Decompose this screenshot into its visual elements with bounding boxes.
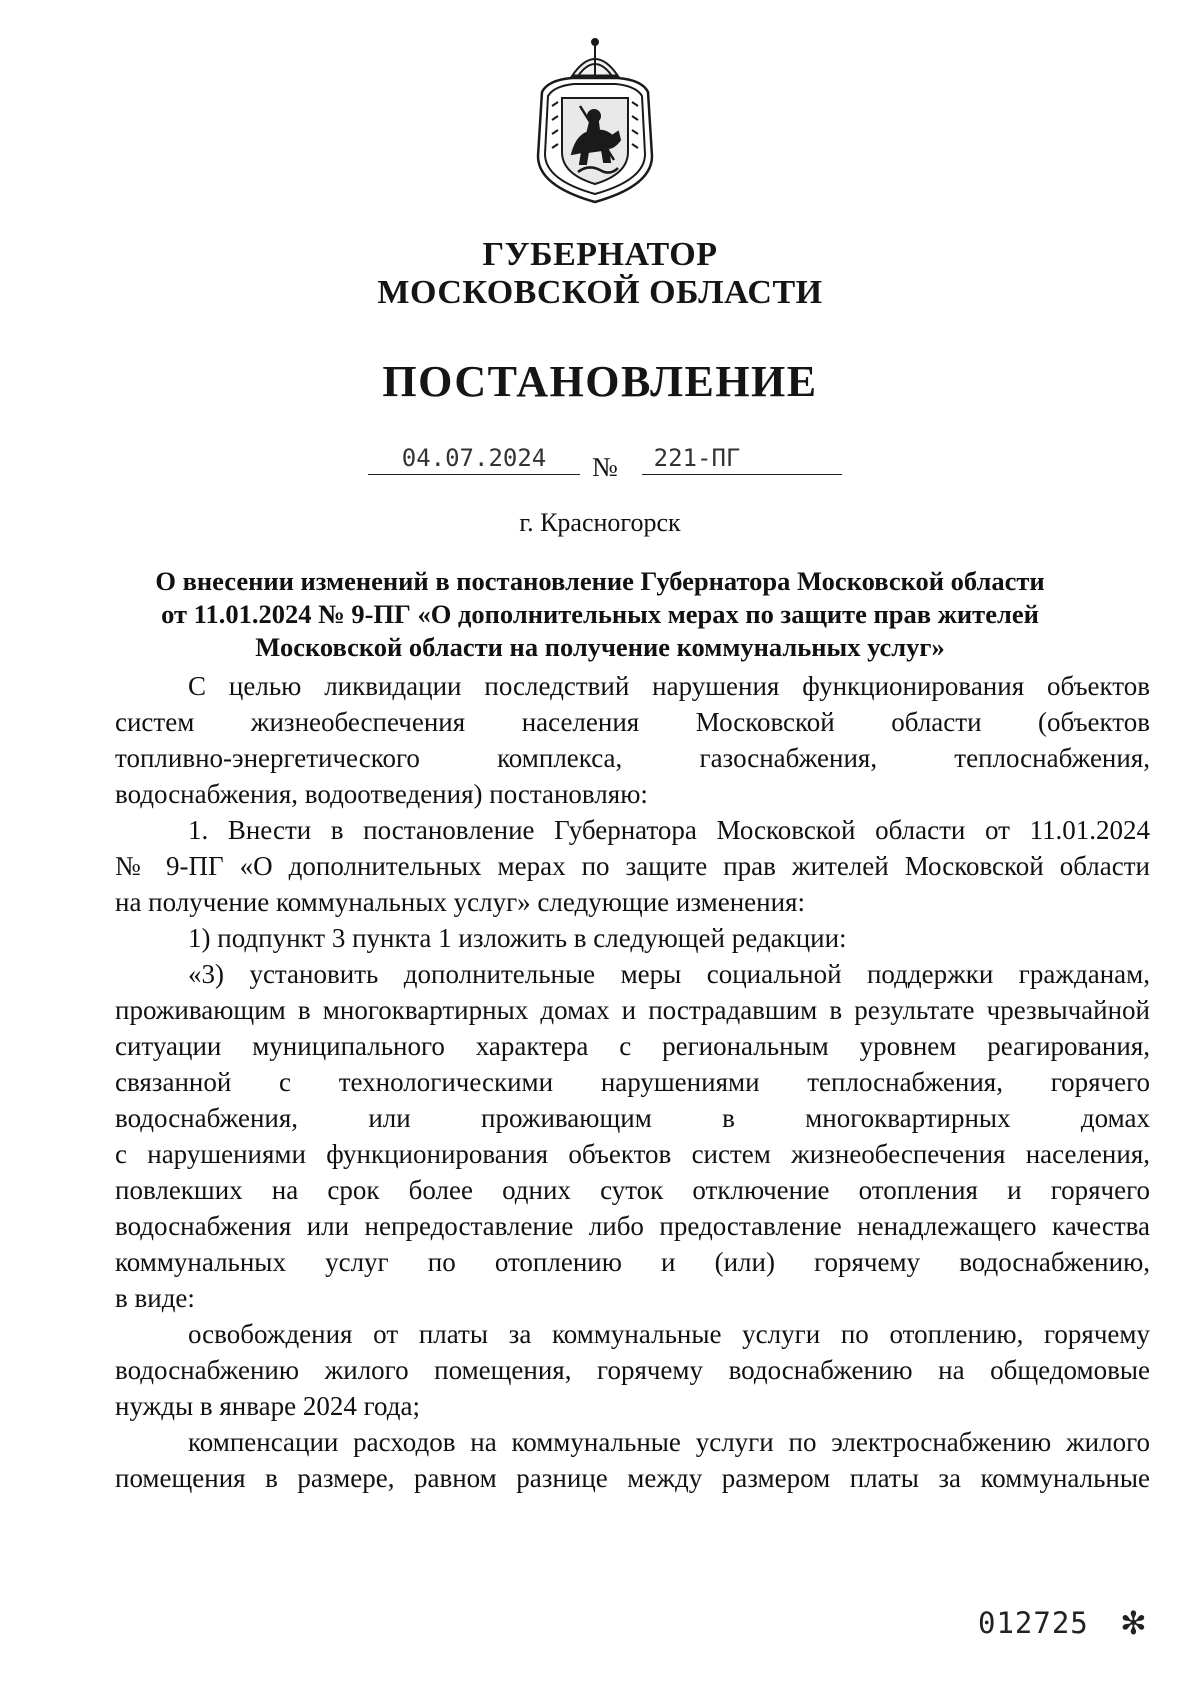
body-line: с нарушениями функционирования объектов систем жизнеобеспечения населения, bbox=[115, 1139, 1150, 1169]
body-line: водоснабжению жилого помещения, горячему водоснабжению на общедомовые bbox=[115, 1355, 1150, 1385]
body-line: 1. Внести в постановление Губернатора Московской области от 11.01.2024 bbox=[188, 815, 1150, 845]
body-line: ситуации муниципального характера с региональным уровнем реагирования, bbox=[115, 1031, 1150, 1061]
registration-date: 04.07.2024 bbox=[401, 444, 547, 472]
registration-number: 221-ПГ bbox=[653, 444, 741, 472]
number-underline bbox=[642, 474, 842, 475]
body-line: коммунальных услуг по отоплению и (или) горячему водоснабжению, bbox=[115, 1247, 1150, 1277]
body-line: связанной с технологическими нарушениями теплоснабжения, горячего bbox=[115, 1067, 1150, 1097]
body-line: топливно-энергетического комплекса, газоснабжения, теплоснабжения, bbox=[115, 743, 1150, 773]
body-line: водоснабжения, или проживающим в многоквартирных домах bbox=[115, 1103, 1150, 1133]
body-line: на получение коммунальных услуг» следующие изменения: bbox=[115, 887, 805, 917]
asterisk-mark-icon: ✻ bbox=[1120, 1605, 1147, 1641]
document-title-line-3: Московской области на получение коммунальных услуг» bbox=[255, 632, 945, 662]
body-line: в виде: bbox=[115, 1283, 195, 1313]
coat-of-arms-icon bbox=[528, 36, 662, 206]
form-serial-number: 012725 bbox=[978, 1606, 1089, 1640]
number-sign: № bbox=[592, 452, 618, 482]
document-title-line-2: от 11.01.2024 № 9-ПГ «О дополнительных мерах по защите прав жителей bbox=[161, 599, 1039, 629]
issuer-line-1: ГУБЕРНАТОР bbox=[482, 236, 718, 273]
body-line: водоснабжения, водоотведения) постановляю: bbox=[115, 779, 648, 809]
body-line: компенсации расходов на коммунальные услуги по электроснабжению жилого bbox=[188, 1427, 1150, 1457]
document-title-line-1: О внесении изменений в постановление Губернатора Московской области bbox=[155, 566, 1045, 596]
body-line: освобождения от платы за коммунальные услуги по отоплению, горячему bbox=[188, 1319, 1150, 1349]
body-line: 1) подпункт 3 пункта 1 изложить в следующей редакции: bbox=[188, 923, 847, 953]
body-line: «3) установить дополнительные меры социальной поддержки гражданам, bbox=[188, 959, 1150, 989]
date-underline bbox=[368, 474, 580, 475]
city-of-issue: г. Красногорск bbox=[519, 508, 681, 537]
body-line: помещения в размере, равном разнице между размером платы за коммунальные bbox=[115, 1463, 1150, 1493]
body-line: повлекших на срок более одних суток отключение отопления и горячего bbox=[115, 1175, 1150, 1205]
issuer-line-2: МОСКОВСКОЙ ОБЛАСТИ bbox=[377, 274, 823, 311]
body-line: № 9-ПГ «О дополнительных мерах по защите прав жителей Московской области bbox=[115, 851, 1150, 881]
body-line: нужды в январе 2024 года; bbox=[115, 1391, 420, 1421]
body-line: С целью ликвидации последствий нарушения функционирования объектов bbox=[188, 671, 1150, 701]
body-line: водоснабжения или непредоставление либо предоставление ненадлежащего качества bbox=[115, 1211, 1150, 1241]
body-line: систем жизнеобеспечения населения Московской области (объектов bbox=[115, 707, 1150, 737]
document-type-heading: ПОСТАНОВЛЕНИЕ bbox=[382, 357, 818, 406]
body-line: проживающим в многоквартирных домах и пострадавшим в результате чрезвычайной bbox=[115, 995, 1150, 1025]
